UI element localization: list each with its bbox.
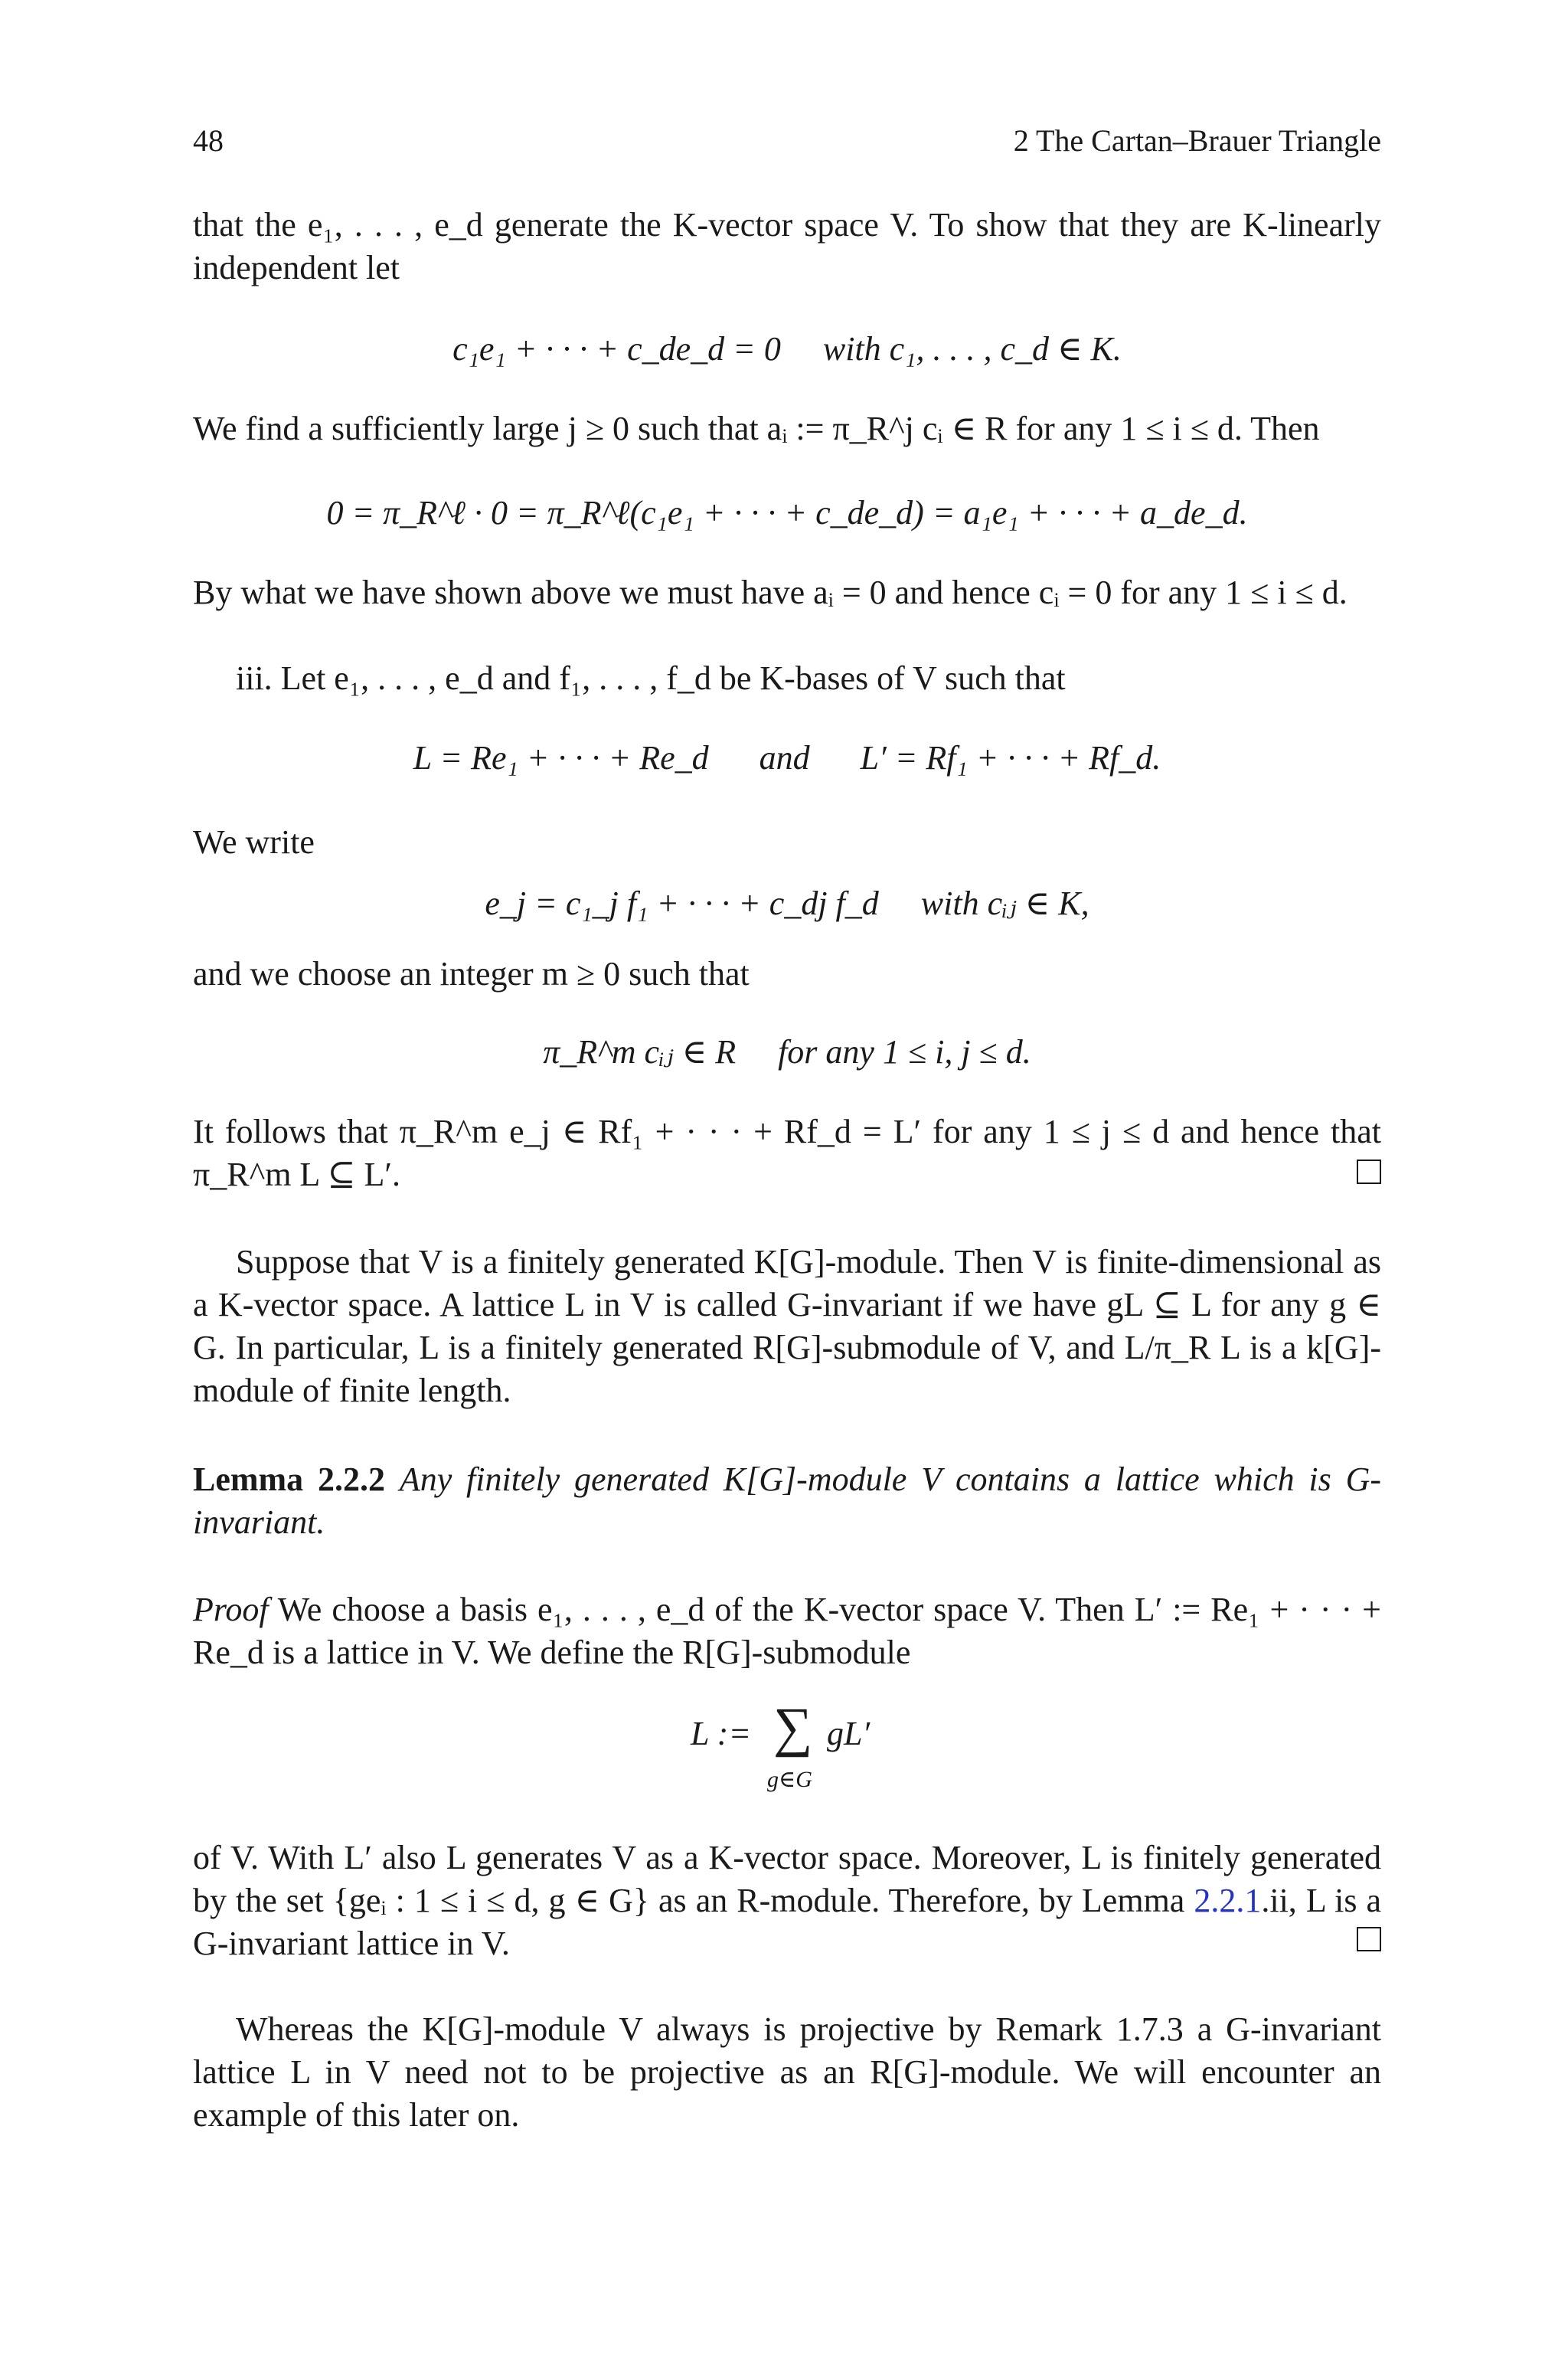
paragraph-9-text: of V. With L′ also L generates V as a K-vector space. Moreover, L is finitely generated by the set {geᵢ : 1 ≤ i ≤ d, g ∈ G} as an R-module. Therefore, by Lemma	[193, 1839, 1381, 1919]
paragraph-9-tail: .ii, L is a G-invariant lattice in V.	[193, 1882, 1382, 1962]
paragraph-1: that the e₁, . . . , e_d generate the K-vector space V. To show that they are K-linearly independent let	[193, 206, 1381, 286]
paragraph-2: We find a sufficiently large j ≥ 0 such that aᵢ := π_R^j cᵢ ∈ R for any 1 ≤ i ≤ d. Then	[193, 410, 1320, 447]
paragraph-9	[193, 1837, 1381, 1965]
paragraph-4: iii. Let e₁, . . . , e_d and f₁, . . . , f_d be K-bases of V such that	[236, 659, 1066, 697]
qed-square	[1357, 1927, 1381, 1951]
sum-sign: ∑	[773, 1696, 813, 1758]
paragraph-5: We write	[193, 823, 315, 861]
book-page	[193, 0, 1381, 2378]
page-number: 48	[193, 123, 224, 158]
proof-text: We choose a basis e₁, . . . , e_d of the K-vector space V. Then L′ := Re₁ + · · · + Re_d is a lattice in V. We define the R[G]-submodule	[193, 1591, 1381, 1671]
chapter-title: 2 The Cartan–Brauer Triangle	[1013, 123, 1381, 158]
sum-subscript: g∈G	[767, 1767, 812, 1792]
equation-5: π_R^m cᵢⱼ ∈ R for any 1 ≤ i, j ≤ d.	[543, 1033, 1031, 1071]
lemma-2-2-2	[193, 1458, 1381, 1544]
equation-2: 0 = π_R^ℓ · 0 = π_R^ℓ(c₁e₁ + · · · + c_de_d) = a₁e₁ + · · · + a_de_d.	[326, 494, 1248, 532]
lemma-label: Lemma 2.2.2	[193, 1460, 385, 1498]
equation-3: L = Re₁ + · · · + Re_d and L′ = Rf₁ + · · · + Rf_d.	[413, 739, 1161, 777]
paragraph-7: It follows that π_R^m e_j ∈ Rf₁ + · · · + Rf_d = L′ for any 1 ≤ j ≤ d and hence that π_R^m L ⊆ L′.	[193, 1113, 1381, 1193]
proof-label: Proof	[193, 1591, 269, 1628]
equation-4: e_j = c₁_j f₁ + · · · + c_dj f_d with cᵢⱼ ∈ K,	[485, 885, 1089, 922]
paragraph-10: Whereas the K[G]-module V always is projective by Remark 1.7.3 a G-invariant lattice L in V need not to be projective as an R[G]-module. We will encounter an example of this later on.	[193, 2010, 1381, 2134]
paragraph-3: By what we have shown above we must have aᵢ = 0 and hence cᵢ = 0 for any 1 ≤ i ≤ d.	[193, 574, 1348, 611]
qed-square	[1357, 1160, 1381, 1184]
proof-paragraph	[193, 1588, 1381, 1674]
sum-equation	[193, 1693, 1381, 1792]
lemma-2-2-1-link[interactable]: 2.2.1	[1194, 1882, 1262, 1919]
equation-1: c₁e₁ + · · · + c_de_d = 0 with c₁, . . . , c_d ∈ K.	[452, 330, 1122, 368]
sum-lhs: L :=	[691, 1715, 752, 1752]
lemma-statement: Any finitely generated K[G]-module V contains a lattice which is G-invariant.	[193, 1460, 1382, 1541]
sum-rhs: gL′	[827, 1715, 871, 1752]
paragraph-8: Suppose that V is a finitely generated K[G]-module. Then V is finite-dimensional as a K-vector space. A lattice L in V is called G-invariant if we have gL ⊆ L for any g ∈ G. In particular, L is a finitely generated R[G]-submodule of V, and L/π_R L is a k[G]-module of finite length.	[193, 1243, 1381, 1409]
paragraph-6: and we choose an integer m ≥ 0 such that	[193, 955, 750, 993]
